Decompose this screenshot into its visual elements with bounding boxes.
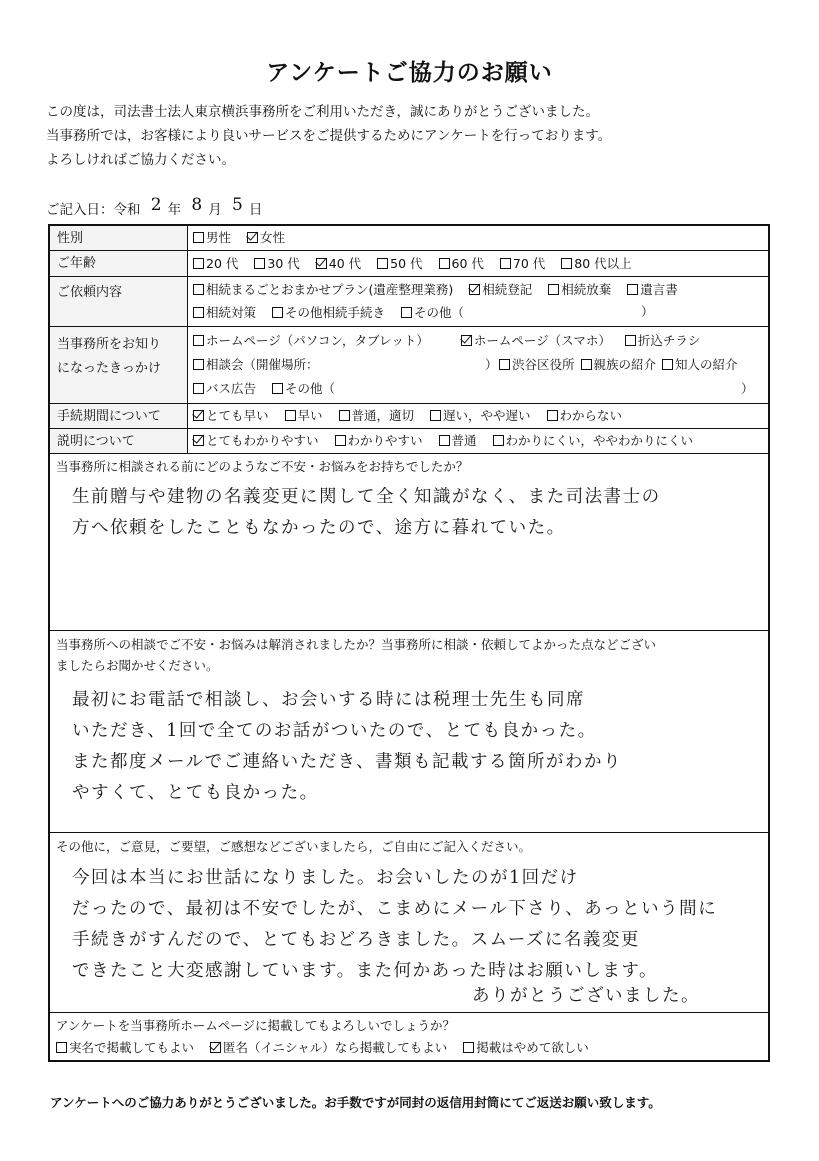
- answer-line: 手続きがすんだので、とてもおどろきました。スムーズに名義変更: [72, 930, 640, 950]
- option-text: 知人の紹介: [675, 357, 738, 372]
- checkbox-age-60[interactable]: [439, 253, 484, 275]
- option-text: 普通: [451, 433, 477, 448]
- checkbox-normal[interactable]: [339, 405, 415, 427]
- checkbox-unclear[interactable]: [493, 430, 694, 452]
- footer-note: アンケートへのご協力ありがとうございました。お手数ですが同封の返信用封筒にてご返送お願い致します。: [50, 1095, 661, 1110]
- option-text: 遅い，やや遅い: [443, 408, 531, 423]
- row-age: [50, 251, 768, 277]
- checkbox-unknown[interactable]: [547, 405, 623, 427]
- answer-1[interactable]: [72, 482, 750, 544]
- page-title: アンケートご協力のお願い: [266, 60, 553, 86]
- question-2-line: 当事務所への相談でご不安・お悩みは解消されましたか？当事務所に相談・依頼してよかった点などござい: [56, 637, 657, 652]
- date-label: ご記入日：令和: [46, 202, 141, 218]
- checkbox-slow[interactable]: [430, 405, 531, 427]
- entry-date: [46, 195, 263, 219]
- checkbox-very-fast[interactable]: [193, 405, 269, 427]
- intro-line: この度は，司法書士法人東京横浜事務所をご利用いただき，誠にありがとうございました。: [46, 104, 599, 120]
- checkbox-male[interactable]: [193, 227, 231, 249]
- checkbox-other-procedures[interactable]: [272, 302, 385, 324]
- question-2-line: ましたらお聞かせください。: [56, 658, 219, 673]
- section-question-1: [50, 454, 768, 631]
- checkbox-omakase-plan[interactable]: [193, 279, 453, 301]
- label-gender: 性別: [50, 226, 188, 250]
- date-month-unit: 月: [208, 202, 222, 218]
- label-source: [50, 327, 188, 403]
- publish-question: アンケートを当事務所ホームページに掲載してもよろしいでしょうか？: [56, 1018, 456, 1033]
- option-text: 70 代: [512, 256, 546, 271]
- label-age: ご年齢: [50, 251, 188, 276]
- option-text: わかりにくい，ややわかりにくい: [505, 433, 694, 448]
- option-text: とても早い: [206, 408, 269, 423]
- publish-options: [56, 1037, 601, 1059]
- survey-form: [48, 224, 770, 1062]
- option-text: 60 代: [451, 256, 484, 271]
- date-month[interactable]: 8: [191, 195, 203, 215]
- checkbox-age-70[interactable]: [500, 253, 545, 275]
- option-text: 親族の紹介: [593, 357, 657, 372]
- checkbox-seminar[interactable]: [193, 354, 319, 376]
- checkbox-request-other[interactable]: [401, 302, 464, 324]
- row-request: [50, 277, 768, 327]
- checkbox-anonymous[interactable]: [210, 1037, 447, 1059]
- label-explanation: 説明について: [50, 429, 188, 453]
- option-text: 男性: [206, 230, 232, 245]
- option-text: 40 代: [328, 256, 362, 271]
- checkbox-homepage-pc[interactable]: [193, 330, 429, 352]
- checkbox-family-referral[interactable]: [581, 354, 657, 376]
- option-text: わかりやすい: [347, 433, 423, 448]
- label-period: 手続期間について: [50, 404, 188, 428]
- checkbox-souzoku-houki[interactable]: [548, 279, 611, 301]
- checkbox-very-clear[interactable]: [193, 430, 319, 452]
- option-text: 掲載はやめて欲しい: [476, 1040, 589, 1055]
- answer-2[interactable]: [72, 685, 750, 809]
- option-text: 相続登記: [482, 282, 533, 297]
- label-source-line: 当事務所をお知り: [57, 337, 162, 352]
- checkbox-age-30[interactable]: [254, 253, 299, 275]
- checkbox-age-40[interactable]: [316, 253, 361, 275]
- answer-line: また都度メールでご連絡いただき、書類も記載する箇所がわかり: [72, 752, 622, 772]
- intro-line: よろしければご協力ください。: [46, 152, 235, 168]
- option-text: わからない: [559, 408, 623, 423]
- option-text: 20 代: [206, 256, 239, 271]
- date-year-unit: 年: [167, 202, 182, 218]
- option-text: とてもわかりやすい: [206, 433, 319, 448]
- checkbox-age-80[interactable]: [561, 253, 631, 275]
- option-text: 早い: [297, 408, 323, 423]
- section-publish: [50, 1013, 768, 1060]
- date-year[interactable]: 2: [150, 195, 162, 215]
- request-other-close: ）: [641, 304, 654, 319]
- checkbox-flyer[interactable]: [625, 330, 701, 352]
- checkbox-female[interactable]: [247, 227, 285, 249]
- row-gender: [50, 226, 768, 251]
- checkbox-no-publish[interactable]: [463, 1037, 589, 1059]
- answer-3[interactable]: [72, 863, 750, 1005]
- checkbox-real-name[interactable]: [56, 1037, 194, 1059]
- checkbox-souzoku-taisaku[interactable]: [193, 302, 256, 324]
- checkbox-bus-ad[interactable]: [193, 378, 256, 400]
- label-source-line: になったきっかけ: [57, 361, 162, 376]
- checkbox-fast[interactable]: [285, 405, 323, 427]
- checkbox-friend-referral[interactable]: [662, 354, 738, 376]
- option-text: ホームページ（スマホ）: [473, 333, 611, 348]
- checkbox-clear[interactable]: [335, 430, 423, 452]
- option-text: ホームページ（パソコン，タブレット）: [206, 333, 429, 348]
- checkbox-yuigonsho[interactable]: [627, 279, 678, 301]
- answer-line: ありがとうございました。: [472, 986, 700, 1006]
- answer-line: やすくて、とても良かった。: [72, 783, 319, 803]
- checkbox-age-20[interactable]: [193, 253, 238, 275]
- option-text: 相続対策: [206, 305, 257, 320]
- question-1-text: 当事務所に相談される前にどのようなご不安・お悩みをお持ちでしたか？: [56, 459, 469, 474]
- question-2-text: [56, 634, 762, 676]
- date-day-unit: 日: [248, 202, 263, 218]
- intro-line: 当事務所では，お客様により良いサービスをご提供するためにアンケートを行っております。: [46, 128, 612, 144]
- intro-text: [46, 100, 611, 172]
- checkbox-homepage-smartphone[interactable]: [461, 330, 611, 352]
- option-text: その他（: [285, 381, 336, 396]
- checkbox-age-50[interactable]: [377, 253, 422, 275]
- option-text: 30 代: [267, 256, 300, 271]
- checkbox-source-other[interactable]: [272, 378, 335, 400]
- option-text: 匿名（イニシャル）なら掲載してもよい: [223, 1040, 448, 1055]
- option-text: バス広告: [206, 381, 257, 396]
- option-text: 相続まるごとおまかせプラン(遺産整理業務): [206, 282, 454, 297]
- answer-line: だったので、最初は不安でしたが、こまめにメール下さり、あっという間に: [72, 899, 718, 919]
- option-text: 折込チラシ: [637, 333, 701, 348]
- option-text: 普通，適切: [351, 408, 415, 423]
- question-3-text: その他に，ご意見，ご要望，ご感想などございましたら，ご自由にご記入ください。: [56, 839, 532, 854]
- section-question-3: [50, 833, 768, 1013]
- row-explanation: [50, 429, 768, 454]
- answer-line: 生前贈与や建物の名義変更に関して全く知識がなく、また司法書士の: [72, 487, 661, 507]
- answer-line: 今回は本当にお世話になりました。お会いしたのが1回だけ: [72, 868, 579, 888]
- option-text: 相談会（開催場所：: [206, 357, 319, 372]
- source-other-close: ）: [741, 381, 754, 396]
- checkbox-souzoku-touki[interactable]: [469, 279, 532, 301]
- answer-line: 最初にお電話で相談し、お会いする時には税理士先生も同席: [72, 690, 585, 710]
- option-text: その他（: [414, 305, 465, 320]
- option-text: 実名で掲載してもよい: [69, 1040, 195, 1055]
- checkbox-shibuya-office[interactable]: [499, 354, 575, 376]
- option-text: 相続放棄: [561, 282, 612, 297]
- answer-line: できたこと大変感謝しています。また何かあった時はお願いします。: [72, 961, 659, 981]
- option-text: 80 代以上: [574, 256, 632, 271]
- section-question-2: [50, 631, 768, 833]
- checkbox-average[interactable]: [439, 430, 477, 452]
- row-source: [50, 327, 768, 404]
- row-period: [50, 404, 768, 429]
- option-text: その他相続手続き: [285, 305, 386, 320]
- date-day[interactable]: 5: [232, 195, 243, 215]
- answer-line: いただき、1回で全てのお話がついたので、とても良かった。: [72, 721, 597, 741]
- option-text: 渋谷区役所: [512, 357, 575, 372]
- option-text: 女性: [260, 230, 286, 245]
- label-request: ご依頼内容: [50, 277, 188, 326]
- answer-line: 方へ依頼をしたこともなかったので、途方に暮れていた。: [72, 518, 566, 538]
- option-text: 遺言書: [640, 282, 678, 297]
- option-text: 50 代: [390, 256, 423, 271]
- seminar-close: ）: [485, 357, 498, 372]
